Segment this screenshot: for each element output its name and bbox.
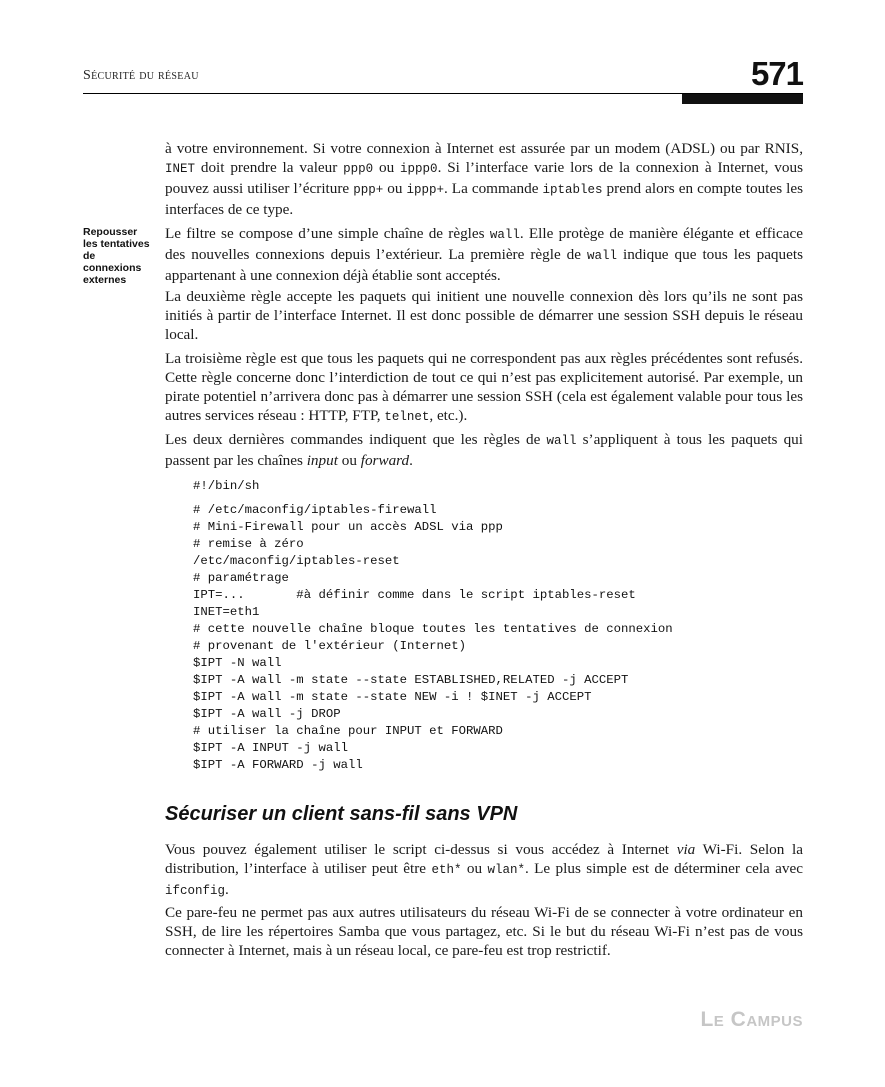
code-listing: # /etc/maconfig/iptables-firewall # Mini-Firewall pour un accès ADSL via ppp # remise à zéro /etc/maconfig/iptables-reset # paramétrage IPT=... #à définir comme dans le script iptables-reset INET=eth1 # cette nouvelle chaîne bloque toutes les tentatives de connexion # provenant de l'extérieur (Internet) $IPT -N wall $IPT -A wall -m state --state ESTABLISHED,RELATED -j ACCEPT $IPT -A wall -m state --state NEW -i ! $INET -j ACCEPT $IPT -A wall -j DROP # utiliser la chaîne pour INPUT et FORWARD $IPT -A INPUT -j wall $IPT -A FORWARD -j wall [193,503,673,772]
paragraph-1: à votre environnement. Si votre connexion à Internet est assurée par un modem (ADSL) ou par RNIS, INET doit prendre la valeur ppp0 ou ippp0. Si l’interface varie lors de la connexion à Internet, vous pouvez aussi utiliser l’écriture ppp+ ou ippp+. La commande iptables prend alors en compte toutes les interfaces de ce type. [165,140,804,218]
page-number: 571 [750,55,803,92]
paragraph-2: Le filtre se compose d’une simple chaîne de règles wall. Elle protège de manière élégante et efficace des nouvelles connexions depuis l’extérieur. La première règle de wall indique que tous les paquets appartenant à une connexion déjà établie sont acceptés. [165,225,803,284]
margin-note: Repousser les tentatives de connexions externes [83,226,150,286]
section-heading: Sécuriser un client sans-fil sans VPN [165,803,518,825]
paragraph-4: La troisième règle est que tous les paquets qui ne correspondent pas aux règles précédentes sont refusés. Cette règle concerne donc l’interdiction de tout ce qui n’est pas explicitement autorisé. Par exemple, un pirate potentiel n’arrivera donc pas à démarrer une session SSH (cela est également valable pour tous les autres services réseau : HTTP, FTP, telnet, etc.). [165,350,803,424]
paragraph-3: La deuxième règle accepte les paquets qui initient une nouvelle connexion dès lors qu’ils ne sont pas initiés à partir de l’interface Internet. Il est donc possible de démarrer une session SSH depuis le réseau local. [165,288,803,343]
paragraph-7: Ce pare-feu ne permet pas aux autres utilisateurs du réseau Wi-Fi de se connecter à votre ordinateur en SSH, de lire les répertoires Samba que vous partagez, etc. Si le but du réseau Wi-Fi n’est pas de vous connecter à Internet, mais à un réseau local, ce pare-feu est trop restrictif. [165,904,803,959]
paragraph-6: Vous pouvez également utiliser le script ci-dessus si vous accédez à Internet via Wi-Fi. Selon la distribution, l’interface à utiliser peut être eth* ou wlan*. Le plus simple est de déterminer cela avec ifconfig. [165,841,803,898]
header-tab [682,94,803,104]
paragraph-5: Les deux dernières commandes indiquent que les règles de wall s’appliquent à tous les paquets qui passent par les chaînes input ou forward. [165,431,803,469]
running-header-title: Sécurité du réseau [83,68,199,83]
publisher-logo: Le Campus [700,1008,803,1031]
code-shebang: #!/bin/sh [193,479,260,493]
